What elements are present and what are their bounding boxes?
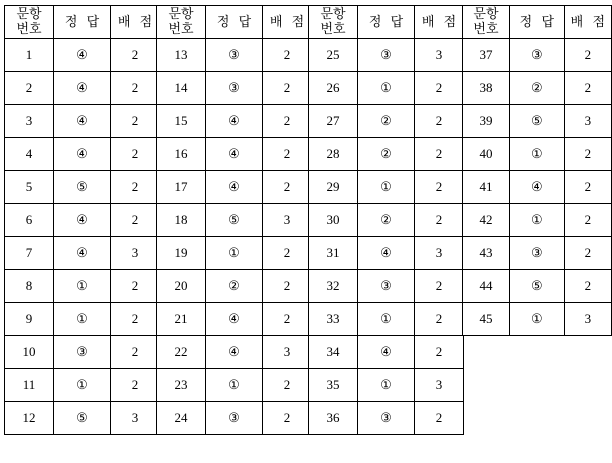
cell-answer: ③ xyxy=(206,402,263,435)
cell-points: 2 xyxy=(564,204,611,237)
table-row xyxy=(157,204,312,237)
header-row xyxy=(309,6,464,39)
cell-points: 3 xyxy=(263,204,312,237)
table-row xyxy=(463,39,612,72)
cell-answer: ③ xyxy=(358,270,415,303)
table-row xyxy=(309,369,464,402)
answer-table-block-4 xyxy=(462,5,612,336)
column-header-answer xyxy=(509,6,564,39)
cell-points: 2 xyxy=(111,39,160,72)
cell-question-number: 28 xyxy=(309,138,358,171)
table-row xyxy=(463,105,612,138)
cell-question-number: 40 xyxy=(463,138,510,171)
cell-answer: ④ xyxy=(206,336,263,369)
cell-answer: ④ xyxy=(54,237,111,270)
table-row xyxy=(5,39,160,72)
table-row xyxy=(157,270,312,303)
cell-points: 3 xyxy=(415,369,464,402)
cell-question-number: 33 xyxy=(309,303,358,336)
table-body-block-1 xyxy=(5,39,160,435)
table-body-block-2 xyxy=(157,39,312,435)
cell-answer: ③ xyxy=(206,39,263,72)
column-header-number-line2: 번호 xyxy=(473,21,499,36)
cell-question-number: 20 xyxy=(157,270,206,303)
cell-question-number: 32 xyxy=(309,270,358,303)
cell-points: 2 xyxy=(111,72,160,105)
table-row xyxy=(463,138,612,171)
cell-answer: ④ xyxy=(54,72,111,105)
column-header-number xyxy=(309,6,358,39)
column-header-points xyxy=(111,6,160,39)
cell-points: 2 xyxy=(415,72,464,105)
table-row xyxy=(309,204,464,237)
table-row xyxy=(157,105,312,138)
table-row xyxy=(5,237,160,270)
cell-points: 2 xyxy=(263,138,312,171)
cell-question-number: 30 xyxy=(309,204,358,237)
cell-question-number: 12 xyxy=(5,402,54,435)
table-row xyxy=(157,369,312,402)
cell-answer: ④ xyxy=(206,303,263,336)
cell-answer: ③ xyxy=(206,72,263,105)
cell-answer: ③ xyxy=(358,402,415,435)
table-header-block-3 xyxy=(309,6,464,39)
cell-question-number: 41 xyxy=(463,171,510,204)
cell-points: 2 xyxy=(564,72,611,105)
cell-question-number: 1 xyxy=(5,39,54,72)
cell-answer: ④ xyxy=(54,105,111,138)
cell-answer: ① xyxy=(358,369,415,402)
cell-question-number: 19 xyxy=(157,237,206,270)
cell-question-number: 16 xyxy=(157,138,206,171)
cell-points: 2 xyxy=(111,270,160,303)
cell-points: 3 xyxy=(564,105,611,138)
cell-question-number: 18 xyxy=(157,204,206,237)
table-body-block-3 xyxy=(309,39,464,435)
cell-points: 3 xyxy=(111,402,160,435)
cell-answer: ⑤ xyxy=(509,105,564,138)
cell-points: 2 xyxy=(415,402,464,435)
cell-answer: ① xyxy=(54,303,111,336)
cell-answer: ① xyxy=(509,303,564,336)
cell-answer: ① xyxy=(358,72,415,105)
column-header-number-line1: 문항 xyxy=(16,6,42,22)
column-header-answer-label: 정 답 xyxy=(519,13,558,29)
header-row xyxy=(5,6,160,39)
cell-points: 2 xyxy=(263,39,312,72)
answer-table-block-3 xyxy=(308,5,464,435)
header-row xyxy=(157,6,312,39)
cell-points: 2 xyxy=(415,336,464,369)
cell-answer: ② xyxy=(206,270,263,303)
column-header-number xyxy=(463,6,510,39)
table-row xyxy=(463,303,612,336)
cell-answer: ② xyxy=(358,138,415,171)
table-row xyxy=(5,171,160,204)
table-row xyxy=(463,72,612,105)
cell-points: 2 xyxy=(111,171,160,204)
cell-points: 3 xyxy=(111,237,160,270)
cell-question-number: 37 xyxy=(463,39,510,72)
cell-question-number: 23 xyxy=(157,369,206,402)
cell-answer: ② xyxy=(358,105,415,138)
cell-points: 2 xyxy=(564,270,611,303)
cell-answer: ④ xyxy=(206,138,263,171)
table-row xyxy=(463,171,612,204)
cell-points: 2 xyxy=(564,237,611,270)
answer-table-block-1 xyxy=(4,5,160,435)
cell-points: 2 xyxy=(111,138,160,171)
table-row xyxy=(309,402,464,435)
table-row xyxy=(5,204,160,237)
column-header-number xyxy=(5,6,54,39)
cell-points: 2 xyxy=(415,171,464,204)
cell-question-number: 14 xyxy=(157,72,206,105)
cell-question-number: 24 xyxy=(157,402,206,435)
cell-question-number: 8 xyxy=(5,270,54,303)
cell-question-number: 9 xyxy=(5,303,54,336)
cell-question-number: 6 xyxy=(5,204,54,237)
table-header-block-1 xyxy=(5,6,160,39)
cell-answer: ① xyxy=(509,204,564,237)
column-header-number-line2: 번호 xyxy=(168,21,194,36)
cell-answer: ③ xyxy=(358,39,415,72)
cell-answer: ① xyxy=(54,369,111,402)
table-row xyxy=(157,171,312,204)
column-header-points xyxy=(564,6,611,39)
cell-points: 2 xyxy=(415,303,464,336)
column-header-points xyxy=(415,6,464,39)
cell-answer: ① xyxy=(206,237,263,270)
cell-question-number: 44 xyxy=(463,270,510,303)
table-row xyxy=(5,303,160,336)
cell-answer: ④ xyxy=(358,336,415,369)
cell-points: 2 xyxy=(111,303,160,336)
cell-question-number: 5 xyxy=(5,171,54,204)
cell-question-number: 10 xyxy=(5,336,54,369)
table-row xyxy=(5,105,160,138)
cell-points: 2 xyxy=(564,39,611,72)
column-header-number-line1: 문항 xyxy=(168,6,194,22)
cell-answer: ⑤ xyxy=(206,204,263,237)
cell-answer: ⑤ xyxy=(54,171,111,204)
table-row xyxy=(157,336,312,369)
column-header-number xyxy=(157,6,206,39)
cell-question-number: 25 xyxy=(309,39,358,72)
cell-points: 2 xyxy=(111,204,160,237)
cell-question-number: 45 xyxy=(463,303,510,336)
cell-answer: ③ xyxy=(509,39,564,72)
cell-question-number: 39 xyxy=(463,105,510,138)
cell-points: 2 xyxy=(111,105,160,138)
column-header-points-label: 배 점 xyxy=(421,13,460,29)
table-row xyxy=(463,204,612,237)
cell-points: 2 xyxy=(564,171,611,204)
cell-answer: ⑤ xyxy=(509,270,564,303)
cell-points: 2 xyxy=(415,270,464,303)
table-row xyxy=(309,72,464,105)
cell-points: 2 xyxy=(111,369,160,402)
cell-question-number: 7 xyxy=(5,237,54,270)
table-row xyxy=(309,39,464,72)
column-header-number-line2: 번호 xyxy=(320,21,346,36)
table-header-block-4 xyxy=(463,6,612,39)
cell-answer: ④ xyxy=(206,171,263,204)
table-row xyxy=(157,39,312,72)
table-row xyxy=(309,138,464,171)
table-row xyxy=(463,270,612,303)
table-row xyxy=(309,171,464,204)
cell-points: 3 xyxy=(263,336,312,369)
cell-question-number: 3 xyxy=(5,105,54,138)
cell-points: 2 xyxy=(415,138,464,171)
cell-answer: ① xyxy=(54,270,111,303)
column-header-answer xyxy=(358,6,415,39)
cell-points: 2 xyxy=(263,369,312,402)
table-row xyxy=(309,237,464,270)
cell-question-number: 34 xyxy=(309,336,358,369)
table-row xyxy=(157,72,312,105)
table-row xyxy=(309,303,464,336)
column-header-answer-label: 정 답 xyxy=(368,13,407,29)
cell-answer: ① xyxy=(358,303,415,336)
table-row xyxy=(5,138,160,171)
cell-answer: ① xyxy=(206,369,263,402)
cell-question-number: 36 xyxy=(309,402,358,435)
table-row xyxy=(309,336,464,369)
cell-points: 2 xyxy=(263,270,312,303)
column-header-points xyxy=(263,6,312,39)
cell-question-number: 2 xyxy=(5,72,54,105)
table-row xyxy=(5,270,160,303)
header-row xyxy=(463,6,612,39)
table-row xyxy=(309,270,464,303)
cell-question-number: 38 xyxy=(463,72,510,105)
cell-question-number: 26 xyxy=(309,72,358,105)
column-header-points-label: 배 점 xyxy=(570,13,609,29)
cell-question-number: 11 xyxy=(5,369,54,402)
cell-points: 2 xyxy=(263,303,312,336)
table-body-block-4 xyxy=(463,39,612,336)
table-row xyxy=(463,237,612,270)
cell-points: 2 xyxy=(263,105,312,138)
cell-points: 3 xyxy=(415,39,464,72)
table-row xyxy=(5,336,160,369)
column-header-points-label: 배 점 xyxy=(269,13,308,29)
cell-question-number: 13 xyxy=(157,39,206,72)
cell-answer: ② xyxy=(509,72,564,105)
cell-answer: ① xyxy=(358,171,415,204)
cell-question-number: 42 xyxy=(463,204,510,237)
cell-answer: ③ xyxy=(509,237,564,270)
table-header-block-2 xyxy=(157,6,312,39)
column-header-answer-label: 정 답 xyxy=(64,13,103,29)
cell-points: 2 xyxy=(415,105,464,138)
cell-question-number: 43 xyxy=(463,237,510,270)
cell-points: 2 xyxy=(263,171,312,204)
table-row xyxy=(157,237,312,270)
cell-question-number: 21 xyxy=(157,303,206,336)
table-row xyxy=(309,105,464,138)
column-header-answer xyxy=(54,6,111,39)
table-row xyxy=(5,369,160,402)
column-header-number-line1: 문항 xyxy=(320,6,346,22)
column-header-points-label: 배 점 xyxy=(117,13,156,29)
cell-points: 3 xyxy=(415,237,464,270)
cell-points: 2 xyxy=(564,138,611,171)
table-row xyxy=(5,72,160,105)
cell-question-number: 4 xyxy=(5,138,54,171)
cell-question-number: 31 xyxy=(309,237,358,270)
cell-question-number: 17 xyxy=(157,171,206,204)
cell-answer: ② xyxy=(358,204,415,237)
cell-answer: ① xyxy=(509,138,564,171)
column-header-number-line1: 문항 xyxy=(473,6,499,22)
cell-points: 2 xyxy=(111,336,160,369)
cell-answer: ④ xyxy=(54,204,111,237)
cell-points: 2 xyxy=(263,402,312,435)
column-header-answer-label: 정 답 xyxy=(216,13,255,29)
cell-answer: ④ xyxy=(206,105,263,138)
cell-answer: ④ xyxy=(54,138,111,171)
cell-answer: ④ xyxy=(54,39,111,72)
cell-points: 2 xyxy=(415,204,464,237)
cell-answer: ④ xyxy=(509,171,564,204)
cell-points: 3 xyxy=(564,303,611,336)
cell-question-number: 22 xyxy=(157,336,206,369)
table-row xyxy=(157,303,312,336)
column-header-answer xyxy=(206,6,263,39)
cell-answer: ③ xyxy=(54,336,111,369)
cell-question-number: 15 xyxy=(157,105,206,138)
table-row xyxy=(157,138,312,171)
cell-points: 2 xyxy=(263,237,312,270)
cell-points: 2 xyxy=(263,72,312,105)
cell-question-number: 35 xyxy=(309,369,358,402)
column-header-number-line2: 번호 xyxy=(16,21,42,36)
cell-question-number: 29 xyxy=(309,171,358,204)
cell-question-number: 27 xyxy=(309,105,358,138)
table-row xyxy=(5,402,160,435)
cell-answer: ④ xyxy=(358,237,415,270)
answer-table-block-2 xyxy=(156,5,312,435)
table-row xyxy=(157,402,312,435)
cell-answer: ⑤ xyxy=(54,402,111,435)
